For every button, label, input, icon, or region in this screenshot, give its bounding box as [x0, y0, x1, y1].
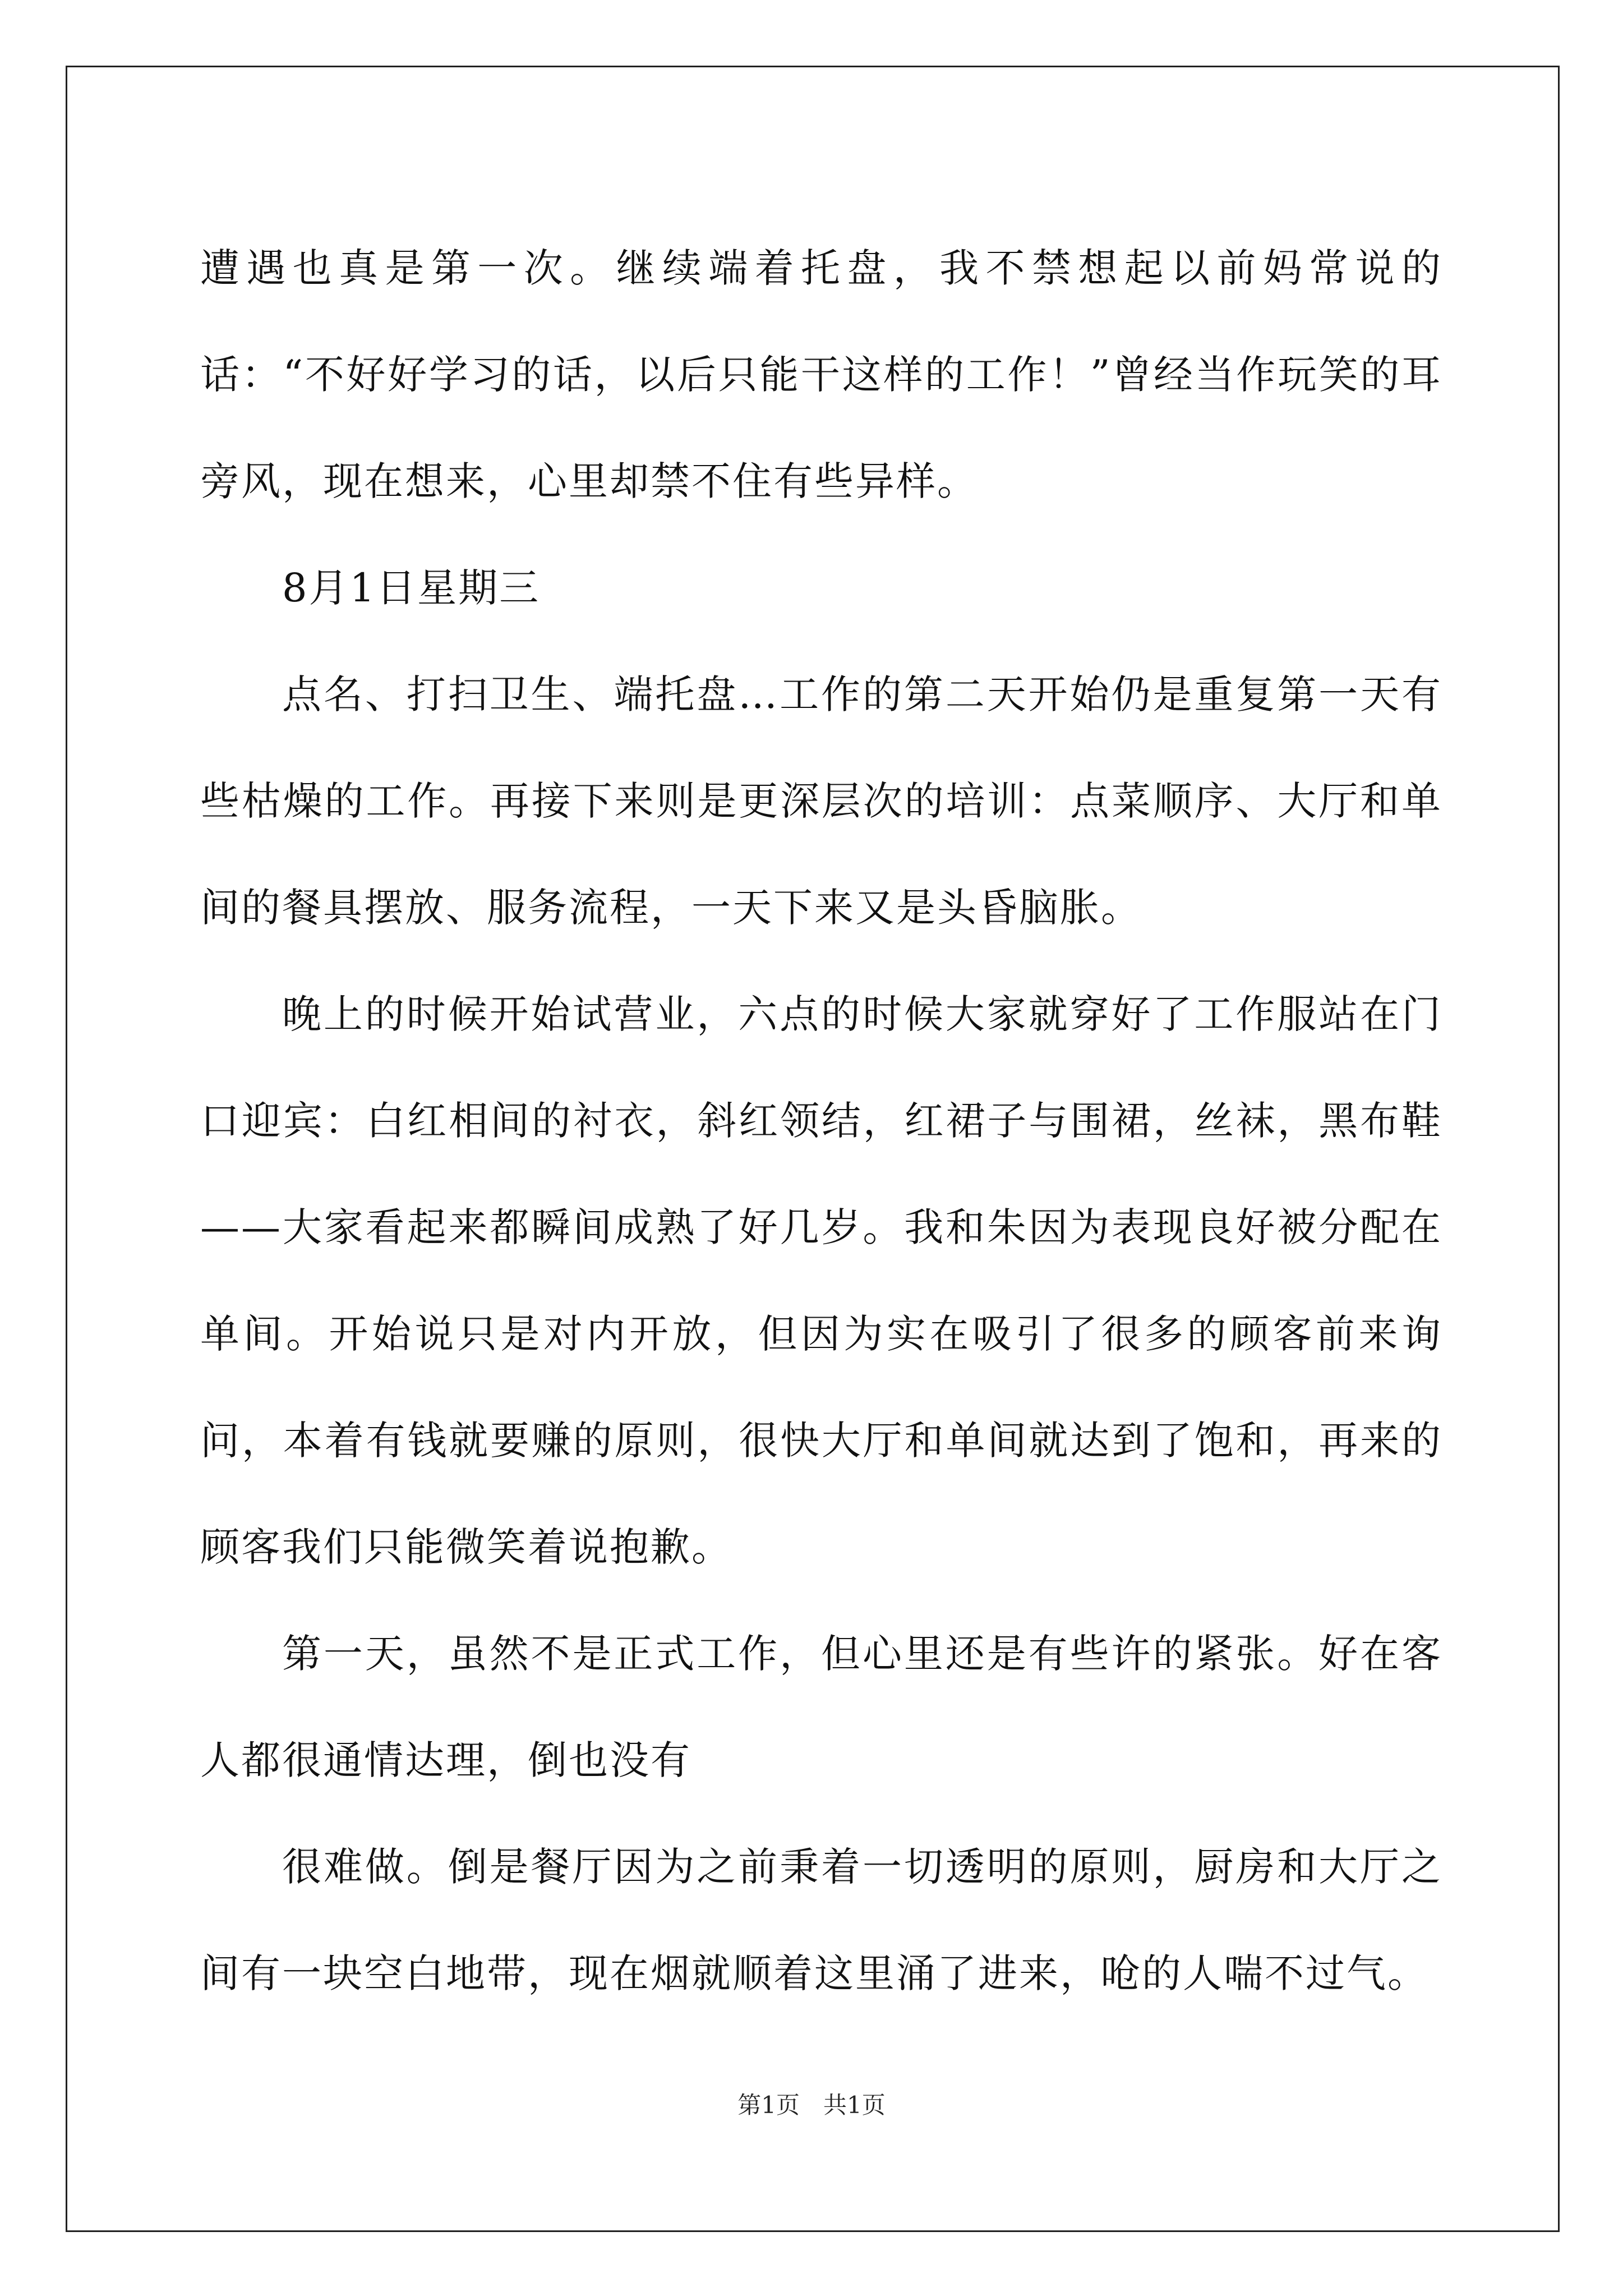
page-footer: 第1页 共1页: [737, 2091, 886, 2119]
paragraph-1: 遭遇也真是第一次。继续端着托盘，我不禁想起以前妈常说的话：“不好好学习的话，以后只能干这样的工作！”曾经当作玩笑的耳旁风，现在想来，心里却禁不住有些异样。: [200, 245, 1442, 504]
paragraph-6: 很难做。倒是餐厅因为之前秉着一切透明的原则，厨房和大厅之间有一块空白地带，现在烟就顺着这里涌了进来，呛的人喘不过气。: [200, 1844, 1442, 1996]
paragraph-5: 第一天，虽然不是正式工作，但心里还是有些许的紧张。好在客人都很通情达理，倒也没有: [200, 1631, 1442, 1783]
paragraph-4: 晚上的时候开始试营业，六点的时候大家就穿好了工作服站在门口迎宾：白红相间的衬衣，斜红领结，红裙子与围裙，丝袜，黑布鞋——大家看起来都瞬间成熟了好几岁。我和朱因为表现良好被分配在单间。开始说只是对内开放，但因为实在吸引了很多的顾客前来询问，本着有钱就要赚的原则，很快大厅和单间就达到了饱和，再来的顾客我们只能微笑着说抱歉。: [200, 991, 1442, 1570]
paragraph-date: 8月1日星期三: [282, 565, 541, 611]
document-body: [200, 215, 1442, 2027]
paragraph-3: 点名、打扫卫生、端托盘…工作的第二天开始仍是重复第一天有些枯燥的工作。再接下来则是更深层次的培训：点菜顺序、大厅和单间的餐具摆放、服务流程，一天下来又是头昏脑胀。: [200, 671, 1442, 931]
